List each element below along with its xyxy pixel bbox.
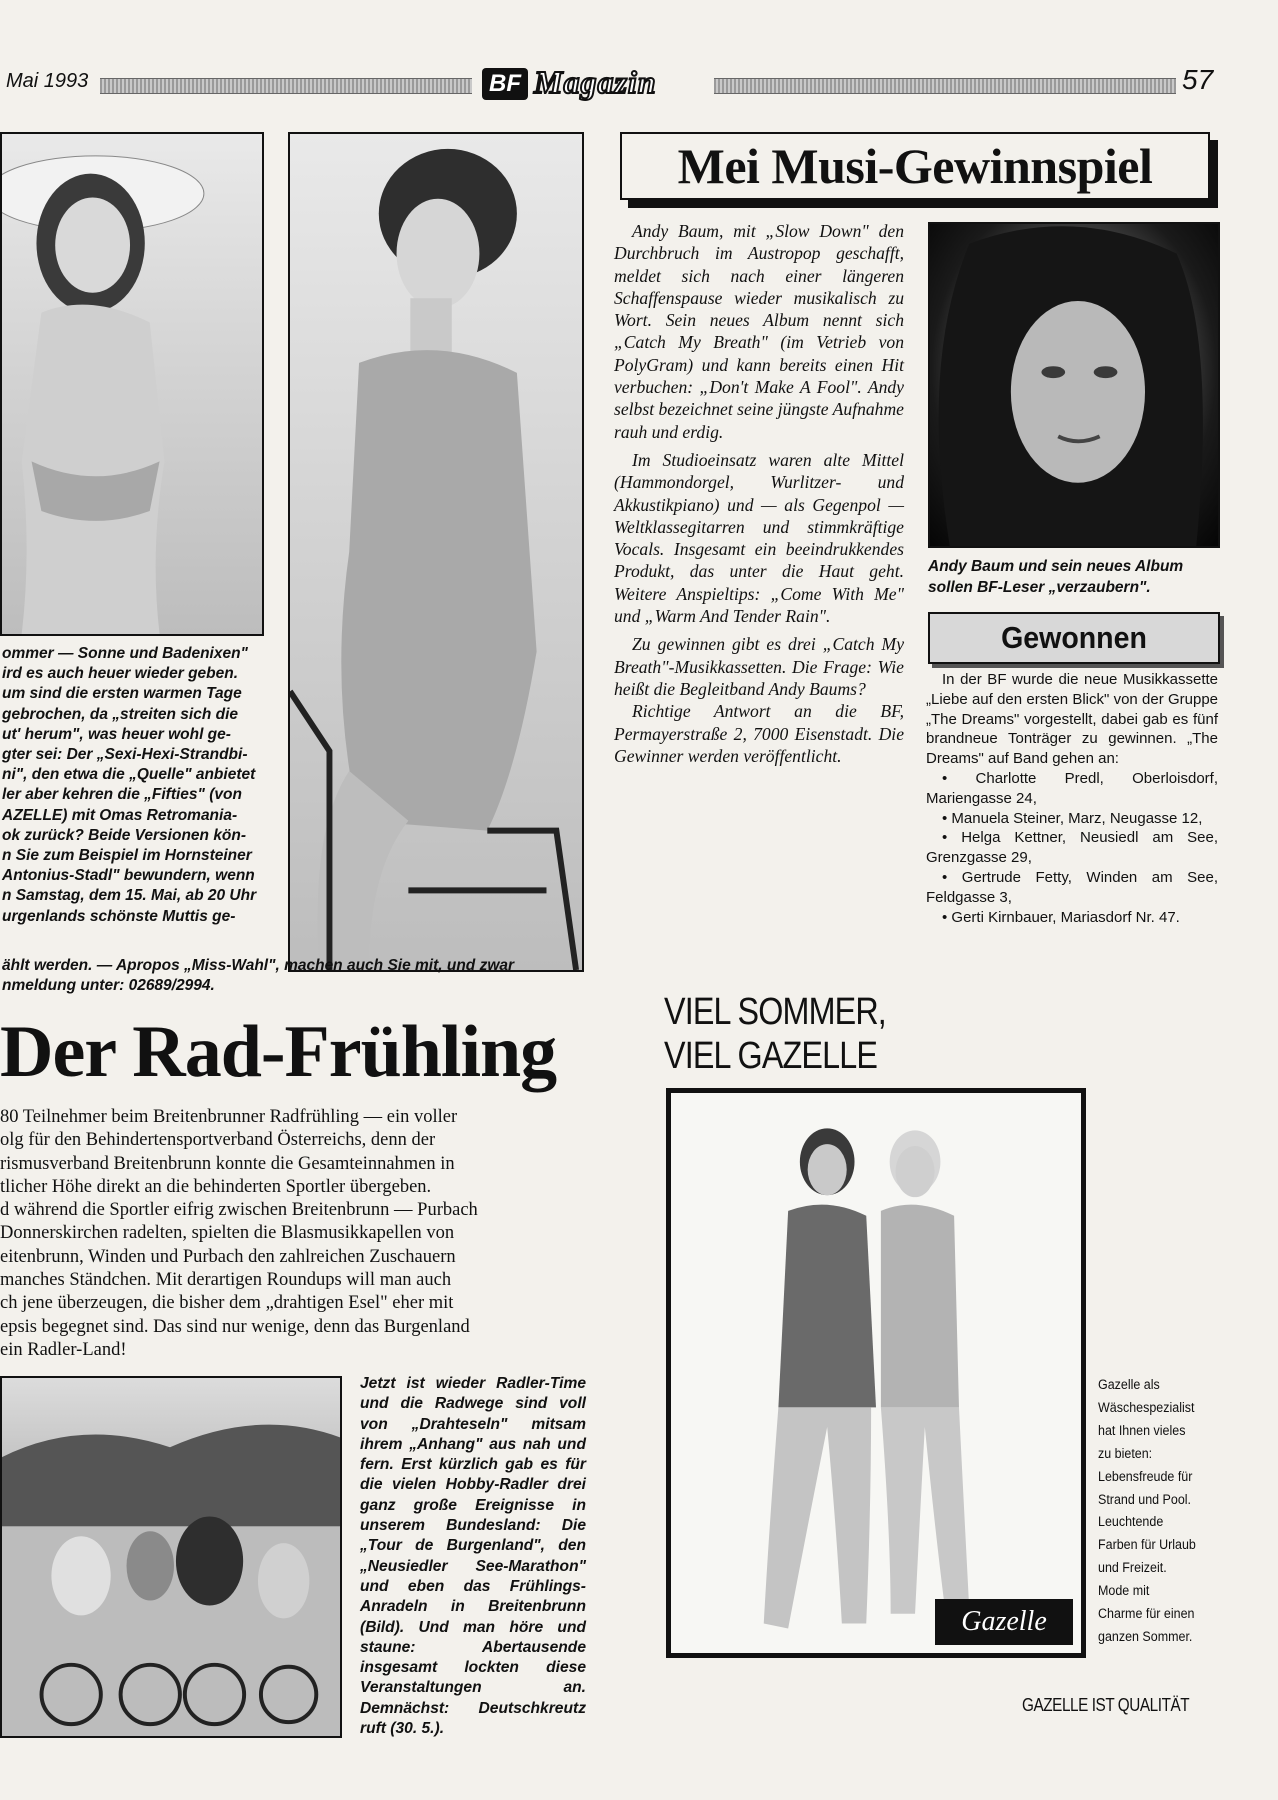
miss-caption-line: Antonius-Stadl" bewundern, wenn xyxy=(2,867,255,885)
rad-line: epsis begegnet sind. Das sind nur wenige, denn das Burgenland xyxy=(0,1316,470,1337)
winner-item: • Charlotte Predl, Oberloisdorf, Mariengasse 24, xyxy=(926,769,1218,807)
bf-logo-text: BF xyxy=(489,70,521,97)
miss-caption-line: gebrochen, da „streiten sich die xyxy=(2,705,239,723)
rad-line: eitenbrunn, Winden und Purbach den zahlreichen Zuschauern xyxy=(0,1246,456,1267)
rad-line: tlicher Höhe direkt an die behinderten Sportler übergeben. xyxy=(0,1176,432,1197)
header-date: Mai 1993 xyxy=(6,70,89,92)
rad-line: 80 Teilnehmer beim Breitenbrunner Radfrühling — ein voller xyxy=(0,1107,458,1127)
bikini-photo xyxy=(0,132,264,636)
miss-caption-line: ni", den etwa die „Quelle" anbietet xyxy=(2,766,256,784)
rad-line: ch jene überzeugen, die bisher dem „drahtigen Esel" eher mit xyxy=(0,1293,454,1314)
miss-caption-line: gter sei: Der „Sexi-Hexi-Strandbi- xyxy=(2,746,248,764)
rad-photo-caption: Jetzt ist wieder Radler-Time und die Radwege sind voll von „Drahteseln" mitsam ihrem „Anhang" aus nah und fern. Erst kürzlich gab es für die vielen Hobby-Radler drei ganz große Ereignisse in unserem Bundesland: Die „Tour de Burgenland", den „Neusiedler See-Marathon" und eben das Frühlings-Anradeln in Breitenbrunn (Bild). Und man höre und staune: Abertausende insgesamt lockten diese Veranstaltungen an. Demnächst: Deutschkreutz ruft (30. 5.). xyxy=(360,1375,586,1738)
ad-headline xyxy=(664,990,886,1078)
cyclists-photo xyxy=(0,1376,342,1738)
musi-title-box xyxy=(620,132,1210,200)
winner-name: Charlotte Predl, Oberloisdorf, Mariengasse 24, xyxy=(926,769,1218,807)
musi-paragraph: Andy Baum, mit „Slow Down" den Durchbruch im Austropop geschafft, meldet sich nach einer längeren Schaffenspause wieder musikalisch zu Wort. Sein neues Album nennt sich „Catch My Breath" (im Vetrieb von PolyGram) und kann bereits einen Hit verbuchen: „Don't Make A Fool". Andy selbst bezeichnet seine jüngste Aufnahme rauh und erdig. xyxy=(614,221,904,442)
winner-item: • Helga Kettner, Neusiedl am See, Grenzgasse 29, xyxy=(926,829,1219,867)
header-rule-right xyxy=(714,78,1176,94)
miss-caption-line: n Sie zum Beispiel im Hornsteiner xyxy=(2,847,252,865)
magazin-logo: Magazin xyxy=(534,64,657,100)
miss-caption xyxy=(2,644,280,927)
miss-caption-line: urgenlands schönste Muttis ge- xyxy=(2,907,236,925)
musi-paragraph: Im Studioeinsatz waren alte Mittel (Hammondorgel, Wurlitzer- und Akkustikpiano) und — als Gegenpol — Weltklassegitarren und stimmkräftige Vocals. Insgesamt ein beeindrukkendes Produkt, das unter die Haut geht. Weitere Anspieltips: „Come With Me" und „Warm And Tender Rain". xyxy=(614,449,904,627)
andy-baum-photo xyxy=(928,222,1220,548)
ad-tagline: GAZELLE IST QUALITÄT xyxy=(1022,1695,1190,1715)
ad-photo-frame xyxy=(666,1088,1086,1658)
rad-line: olg für den Behindertensportverband Österreichs, denn der xyxy=(0,1130,436,1151)
ad-headline-line: VIEL SOMMER, xyxy=(664,991,886,1033)
gewonnen-title: Gewonnen xyxy=(1001,620,1147,655)
winner-name: Helga Kettner, Neusiedl am See, Grenzgasse 29, xyxy=(926,829,1219,867)
rad-title: Der Rad-Frühling xyxy=(0,1011,557,1093)
winner-name: Gertrude Fetty, Winden am See, Feldgasse 3, xyxy=(926,868,1219,906)
model-photo xyxy=(288,132,584,972)
miss-caption-line: um sind die ersten warmen Tage xyxy=(2,685,242,703)
page-number: 57 xyxy=(1182,64,1214,95)
miss-caption-line: n Samstag, dem 15. Mai, ab 20 Uhr xyxy=(2,887,257,905)
winner-name: Manuela Steiner, Marz, Neugasse 12, xyxy=(951,809,1203,827)
bf-logo xyxy=(482,68,528,100)
gewonnen-intro: In der BF wurde die neue Musikkassette „Liebe auf den ersten Blick" von der Gruppe „The Dreams" vorgestellt, dabei gab es fünf brandneue Tonträger zu gewinnen. „The Dreams" auf Band gehen an: xyxy=(926,671,1218,768)
miss-caption-wide xyxy=(2,956,582,996)
miss-caption-line: nmeldung unter: 02689/2994. xyxy=(2,977,215,995)
gewonnen-box xyxy=(928,612,1220,664)
rad-line: ein Radler-Land! xyxy=(0,1339,127,1360)
gazelle-logo-text: Gazelle xyxy=(961,1606,1047,1637)
musi-paragraph: Zu gewinnen gibt es drei „Catch My Breath"-Musikkassetten. Die Frage: Wie heißt die Begleitband Andy Baums? xyxy=(614,634,904,699)
ad-side-text: Gazelle als Wäschespezialist hat Ihnen vieles zu bieten: Lebensfreude für Strand und Pool. Leuchtende Farben für Urlaub und Freizeit. Mode mit Charme für einen ganzen Sommer. xyxy=(1098,1377,1196,1645)
header-rule-left xyxy=(100,78,472,94)
gazelle-logo-box xyxy=(935,1599,1073,1645)
miss-caption-line: ut' herum", was heuer wohl ge- xyxy=(2,725,231,743)
winner-name: Gerti Kirnbauer, Mariasdorf Nr. 47. xyxy=(951,908,1180,926)
musi-paragraph: Richtige Antwort an die BF, Permayerstraße 2, 7000 Eisenstadt. Die Gewinner werden veröffentlicht. xyxy=(614,701,904,766)
miss-caption-line: ommer — Sonne und Badenixen" xyxy=(2,645,248,662)
swimsuit-models-illustration xyxy=(671,1093,1081,1653)
rad-line: rismusverband Breitenbrunn konnte die Gesamteinnahmen in xyxy=(0,1153,455,1174)
musi-title: Mei Musi-Gewinnspiel xyxy=(677,138,1153,194)
miss-caption-line: ler aber kehren die „Fifties" (von xyxy=(2,786,242,804)
miss-caption-line: ird es auch heuer wieder geben. xyxy=(2,665,239,683)
miss-caption-line: AZELLE) mit Omas Retromania- xyxy=(2,806,238,824)
winner-item: • Manuela Steiner, Marz, Neugasse 12, xyxy=(942,809,1203,827)
musi-body xyxy=(614,220,904,767)
rad-line: Donnerskirchen radelten, spielten die Blasmusikkapellen von xyxy=(0,1223,455,1244)
winner-item: • Gerti Kirnbauer, Mariasdorf Nr. 47. xyxy=(942,908,1180,926)
ad-headline-line: VIEL GAZELLE xyxy=(664,1035,878,1077)
rad-line: d während die Sportler eifrig zwischen Breitenbrunn — Purbach xyxy=(0,1200,478,1221)
miss-caption-line: ählt werden. — Apropos „Miss-Wahl", machen auch Sie mit, und zwar xyxy=(2,957,515,974)
rad-body xyxy=(0,1106,590,1362)
rad-line: manches Ständchen. Mit derartigen Roundups will man auch xyxy=(0,1270,452,1291)
andy-photo-caption: Andy Baum und sein neues Album sollen BF-Leser „verzaubern". xyxy=(928,558,1184,596)
gewonnen-body xyxy=(926,670,1218,927)
miss-caption-line: ok zurück? Beide Versionen kön- xyxy=(2,826,247,844)
winner-item: • Gertrude Fetty, Winden am See, Feldgasse 3, xyxy=(926,868,1219,906)
